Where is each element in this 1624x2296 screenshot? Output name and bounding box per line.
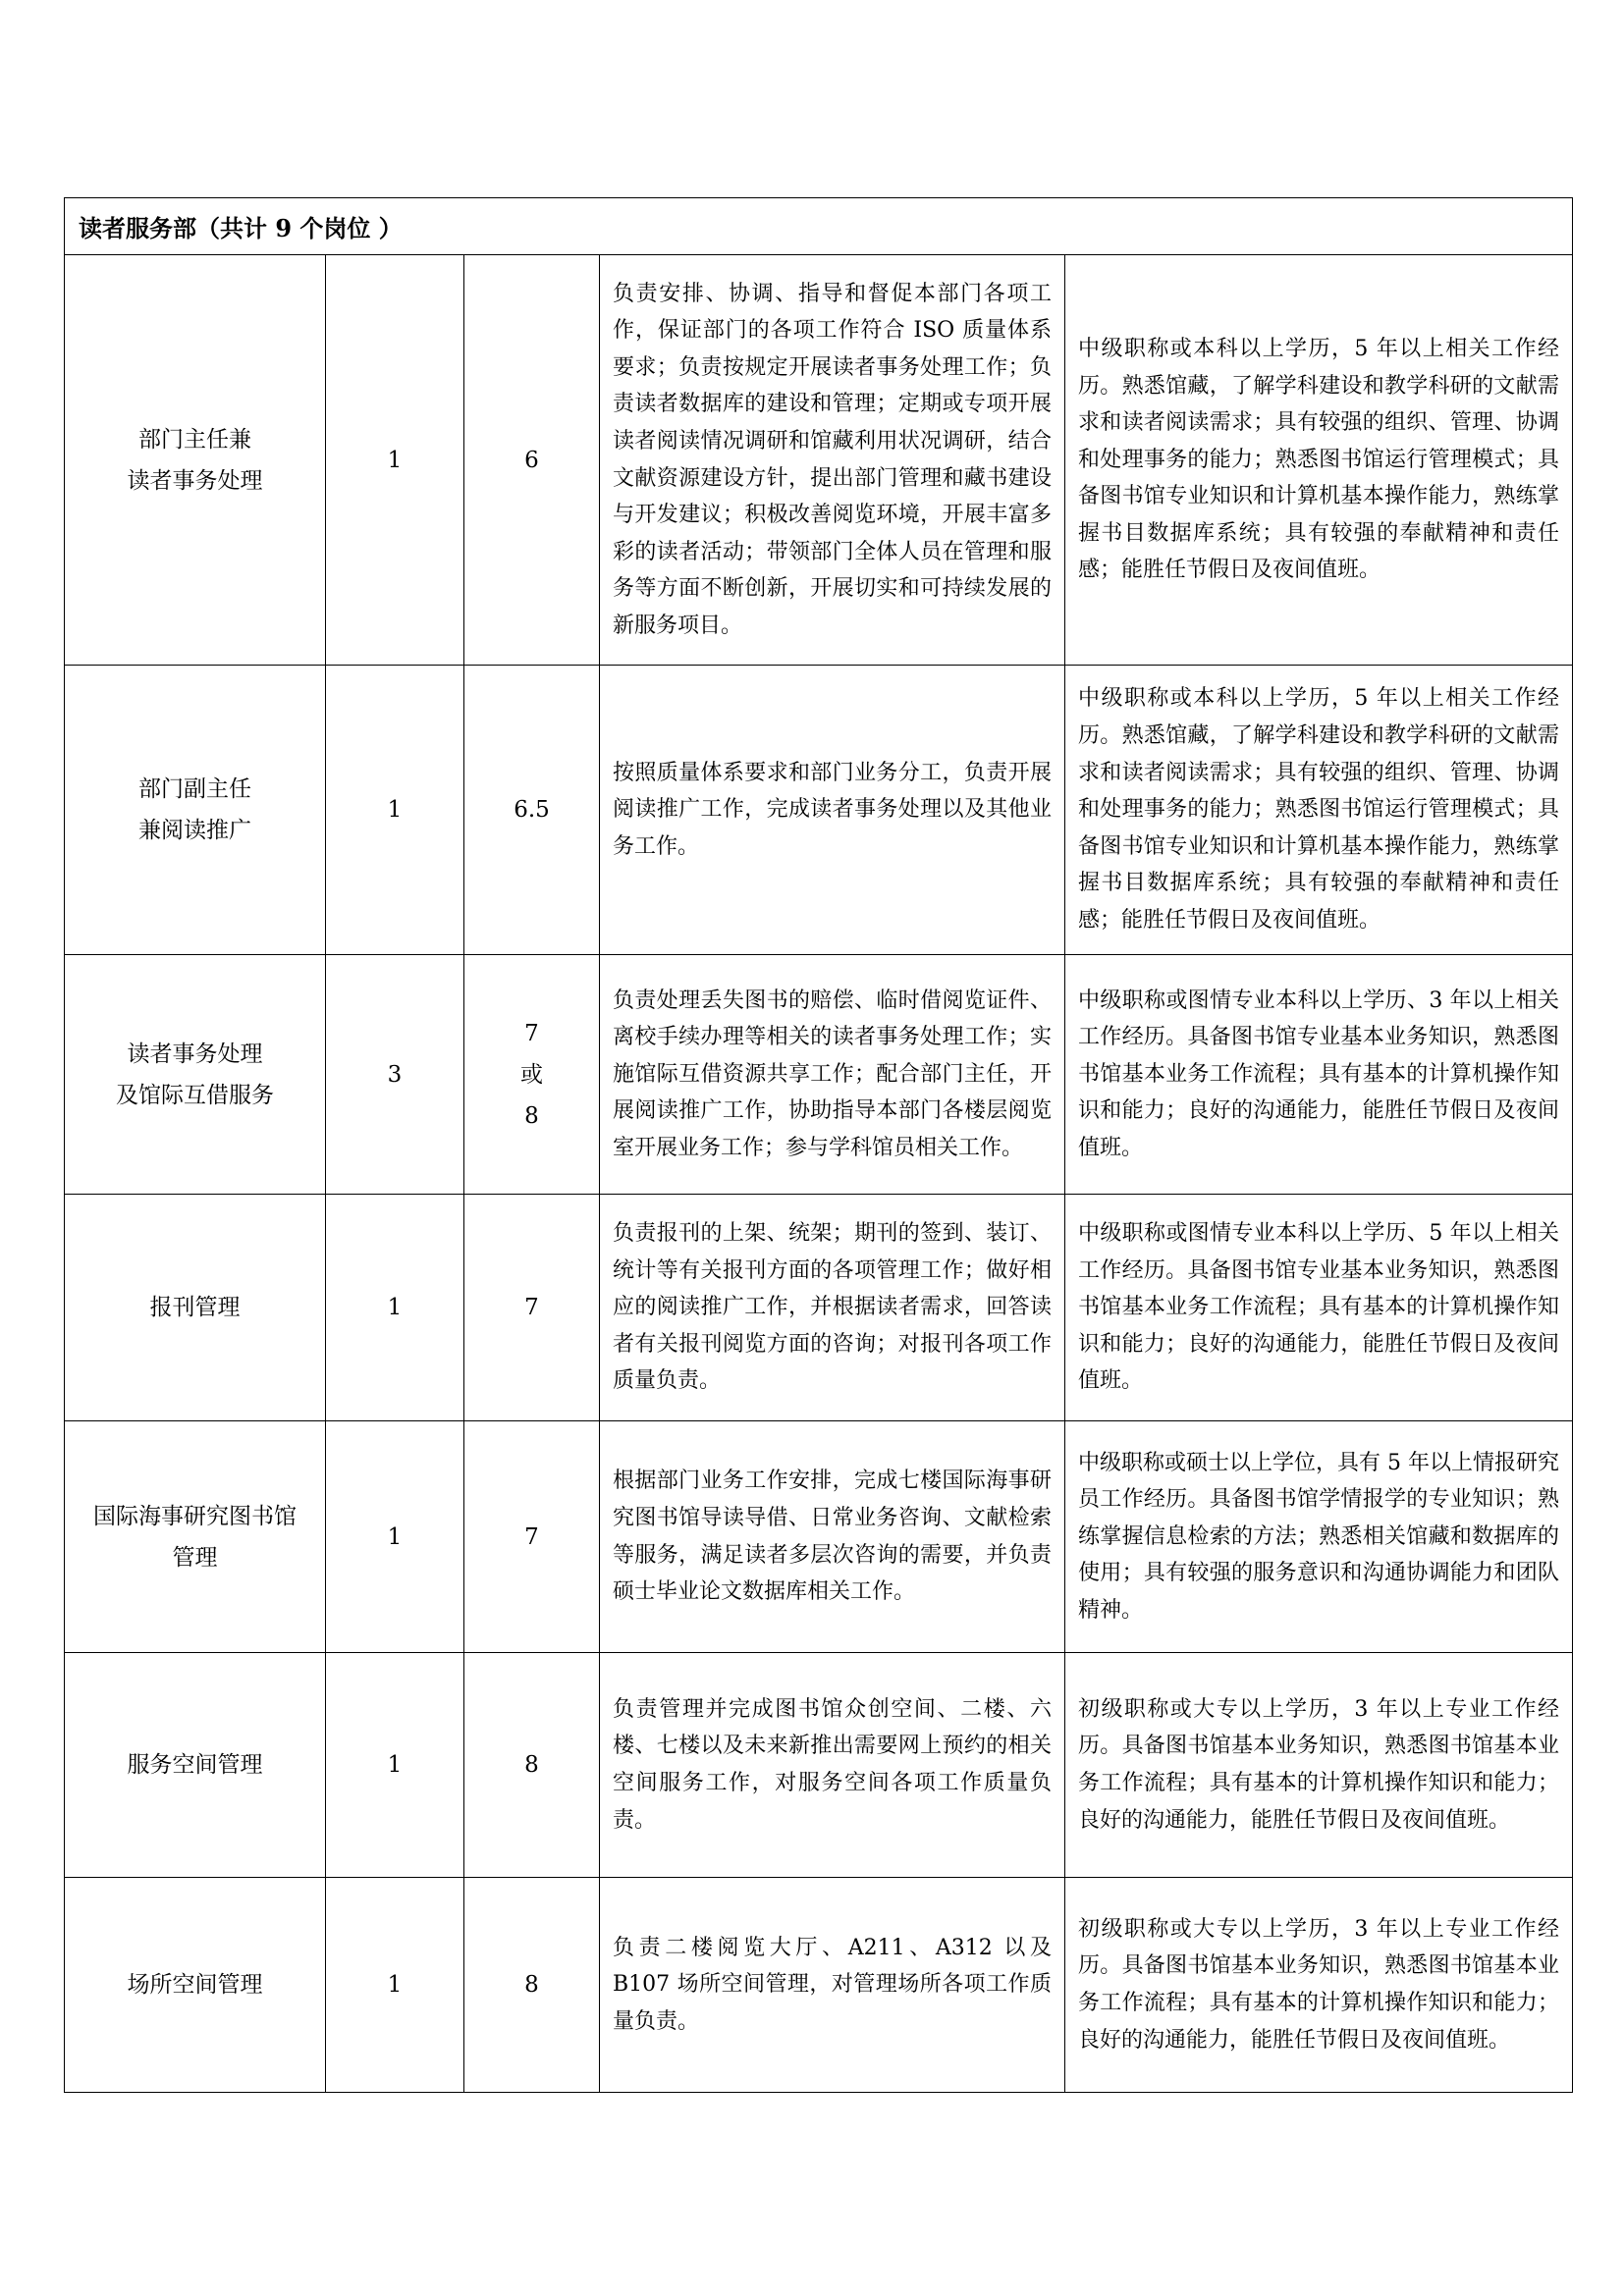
position-grade: 或 — [520, 1061, 543, 1088]
position-title-cell — [65, 1421, 326, 1653]
job-requirements: 中级职称或图情专业本科以上学历、5 年以上相关工作经历。具备图书馆专业基本业务知识，熟悉图书馆基本业务工作流程；具有基本的计算机操作知识和能力；良好的沟通能力，能胜任节假日及夜间值班。 — [1065, 1195, 1573, 1421]
position-grade: 6 — [524, 447, 539, 473]
position-grade: 6.5 — [514, 797, 550, 823]
job-requirements: 初级职称或大专以上学历，3 年以上专业工作经历。具备图书馆基本业务知识，熟悉图书馆基本业务工作流程；具有基本的计算机操作知识和能力；良好的沟通能力，能胜任节假日及夜间值班。 — [1065, 1878, 1573, 2093]
job-duties: 负责报刊的上架、统架；期刊的签到、装订、统计等有关报刊方面的各项管理工作；做好相应的阅读推广工作，并根据读者需求，回答读者有关报刊阅览方面的咨询；对报刊各项工作质量负责。 — [600, 1195, 1065, 1421]
table-row — [65, 1195, 1573, 1421]
position-title-cell — [65, 1195, 326, 1421]
job-requirements: 中级职称或图情专业本科以上学历、3 年以上相关工作经历。具备图书馆专业基本业务知识，熟悉图书馆基本业务工作流程；具有基本的计算机操作知识和能力；良好的沟通能力，能胜任节假日及夜间值班。 — [1065, 955, 1573, 1195]
job-duties: 负责处理丢失图书的赔偿、临时借阅览证件、离校手续办理等相关的读者事务处理工作；实施馆际互借资源共享工作；配合部门主任，开展阅读推广工作，协助指导本部门各楼层阅览室开展业务工作；参与学科馆员相关工作。 — [600, 955, 1065, 1195]
position-count: 1 — [326, 255, 464, 666]
position-grade: 8 — [524, 1752, 539, 1778]
position-title-line: 场所空间管理 — [127, 1972, 263, 1998]
position-grade: 7 — [524, 1523, 539, 1550]
position-grade-cell — [464, 1421, 600, 1653]
job-requirements: 中级职称或硕士以上学位，具有 5 年以上情报研究员工作经历。具备图书馆学情报学的专业知识；熟练掌握信息检索的方法；熟悉相关馆藏和数据库的使用；具有较强的服务意识和沟通协调能力和团队精神。 — [1065, 1421, 1573, 1653]
position-grade-cell — [464, 1653, 600, 1878]
position-title-line: 读者事务处理 — [127, 1041, 263, 1067]
position-title-line: 读者事务处理 — [127, 467, 263, 494]
position-grade-cell — [464, 955, 600, 1195]
position-grade: 7 — [524, 1020, 539, 1046]
position-grade: 8 — [524, 1972, 539, 1998]
position-grade: 7 — [524, 1295, 539, 1320]
job-positions-table — [64, 197, 1573, 2093]
position-title-cell — [65, 1878, 326, 2093]
position-title-line: 国际海事研究图书馆 — [93, 1503, 297, 1529]
position-count: 1 — [326, 1878, 464, 2093]
job-duties: 负责二楼阅览大厅、A211、A312 以及 B107 场所空间管理，对管理场所各项工作质量负责。 — [600, 1878, 1065, 2093]
job-requirements: 中级职称或本科以上学历，5 年以上相关工作经历。熟悉馆藏，了解学科建设和教学科研的文献需求和读者阅读需求；具有较强的组织、管理、协调和处理事务的能力；熟悉图书馆运行管理模式；具备图书馆专业知识和计算机基本操作能力，熟练掌握书目数据库系统；具有较强的奉献精神和责任感；能胜任节假日及夜间值班。 — [1065, 666, 1573, 955]
table-row — [65, 255, 1573, 666]
position-grade-cell — [464, 1195, 600, 1421]
position-grade: 8 — [524, 1102, 539, 1129]
position-count: 1 — [326, 1653, 464, 1878]
position-title-line: 服务空间管理 — [127, 1752, 263, 1778]
department-header-row — [65, 198, 1573, 255]
position-count: 3 — [326, 955, 464, 1195]
position-grade-cell — [464, 255, 600, 666]
position-grade-cell — [464, 666, 600, 955]
job-requirements: 中级职称或本科以上学历，5 年以上相关工作经历。熟悉馆藏，了解学科建设和教学科研的文献需求和读者阅读需求；具有较强的组织、管理、协调和处理事务的能力；熟悉图书馆运行管理模式；具备图书馆专业知识和计算机基本操作能力，熟练掌握书目数据库系统；具有较强的奉献精神和责任感；能胜任节假日及夜间值班。 — [1065, 255, 1573, 666]
table-row — [65, 1653, 1573, 1878]
job-duties: 负责安排、协调、指导和督促本部门各项工作，保证部门的各项工作符合 ISO 质量体系要求；负责按规定开展读者事务处理工作；负责读者数据库的建设和管理；定期或专项开展读者阅读情况调研和馆藏利用状况调研，结合文献资源建设方针，提出部门管理和藏书建设与开发建议；积极改善阅览环境，开展丰富多彩的读者活动；带领部门全体人员在管理和服务等方面不断创新，开展切实和可持续发展的新服务项目。 — [600, 255, 1065, 666]
job-requirements: 初级职称或大专以上学历，3 年以上专业工作经历。具备图书馆基本业务知识，熟悉图书馆基本业务工作流程；具有基本的计算机操作知识和能力；良好的沟通能力，能胜任节假日及夜间值班。 — [1065, 1653, 1573, 1878]
position-grade-cell — [464, 1878, 600, 2093]
table-row — [65, 1421, 1573, 1653]
table-row — [65, 666, 1573, 955]
table-row — [65, 1878, 1573, 2093]
position-title-line: 报刊管理 — [149, 1295, 241, 1320]
position-title-cell — [65, 666, 326, 955]
job-duties: 按照质量体系要求和部门业务分工，负责开展阅读推广工作，完成读者事务处理以及其他业务工作。 — [600, 666, 1065, 955]
table-row — [65, 955, 1573, 1195]
position-count: 1 — [326, 666, 464, 955]
position-title-cell — [65, 255, 326, 666]
position-title-cell — [65, 955, 326, 1195]
position-title-line: 部门主任兼 — [138, 426, 251, 453]
position-title-line: 兼阅读推广 — [138, 818, 251, 843]
position-title-line: 及馆际互借服务 — [116, 1082, 274, 1108]
position-title-cell — [65, 1653, 326, 1878]
position-title-line: 管理 — [172, 1544, 218, 1571]
position-count: 1 — [326, 1421, 464, 1653]
job-duties: 负责管理并完成图书馆众创空间、二楼、六楼、七楼以及未来新推出需要网上预约的相关空间服务工作，对服务空间各项工作质量负责。 — [600, 1653, 1065, 1878]
position-count: 1 — [326, 1195, 464, 1421]
position-title-line: 部门副主任 — [138, 776, 251, 802]
department-header: 读者服务部（共计 9 个岗位 ） — [65, 198, 1573, 255]
job-duties: 根据部门业务工作安排，完成七楼国际海事研究图书馆导读导借、日常业务咨询、文献检索等服务，满足读者多层次咨询的需要，并负责硕士毕业论文数据库相关工作。 — [600, 1421, 1065, 1653]
